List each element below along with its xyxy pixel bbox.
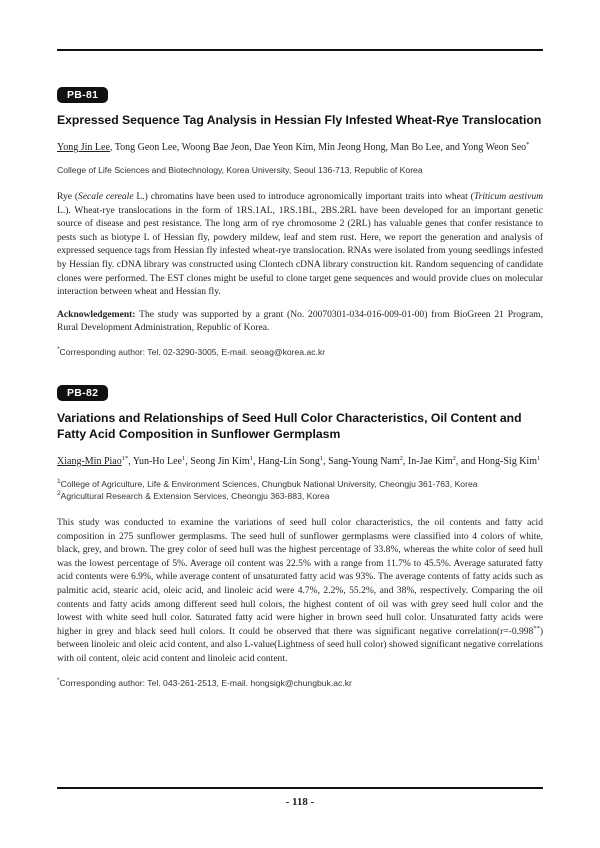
author-affiliation-mark: 2 (399, 455, 403, 462)
species-name: Secale cereale (78, 191, 134, 202)
abstract-title: Variations and Relationships of Seed Hull Color Characteristics, Oil Content and Fatty Acid Composition in Sunflower Germplasm (57, 411, 522, 441)
corresponding-author (57, 677, 543, 689)
author-affiliation-mark: 1 (536, 455, 541, 462)
author-mark: * (526, 141, 530, 148)
corresponding-mark: * (57, 345, 60, 353)
author-affiliation-mark: 1 (319, 455, 324, 462)
significance-mark: ** (533, 624, 540, 632)
author-name: , Sang-Young Nam (323, 456, 400, 467)
bottom-rule (57, 787, 543, 789)
abstract-pb-82 (57, 383, 543, 689)
affiliation-list (57, 478, 543, 502)
author-name: , In-Jae Kim (402, 456, 453, 467)
author-affiliation-mark: 1 (182, 455, 186, 462)
author-list (57, 141, 543, 155)
author-affiliation-mark: 1* (121, 455, 129, 462)
author-name: , and Hong-Sig Kim (455, 456, 537, 467)
corresponding-mark: * (57, 676, 60, 684)
acknowledgement-text: The study was supported by a grant (No. 20070301-034-016-009-01-00) from BioGreen 21 Program, Rural Development Administration, Republic of Korea. (57, 308, 543, 334)
page-number: - 118 - (285, 796, 315, 808)
affiliation-2 (57, 490, 543, 502)
presenting-author: Yong Jin Lee (57, 142, 110, 153)
acknowledgement (57, 308, 543, 335)
affiliation-mark: 2 (57, 490, 61, 497)
author-name: , Yun-Ho Lee (128, 456, 182, 467)
presenting-author: Xiang-Min Piao (57, 456, 122, 467)
corresponding-author-text: Corresponding author: Tel. 043-261-2513, E-mail. hongsigk@chungbuk.ac.kr (59, 677, 352, 688)
author-name: , Seong Jin Kim (185, 456, 250, 467)
body-text: Rye ( (57, 191, 79, 202)
body-text: ) between linoleic and oleic acid content, and also L-value(Lightness of seed hull color) showed significant negative correlations with oil content, oleic acid content and linoleic acid content. (57, 625, 543, 664)
co-authors: , Tong Geon Lee, Woong Bae Jeon, Dae Yeon Kim, Min Jeong Hong, Man Bo Lee, and Yong Weon Seo (109, 142, 527, 153)
body-text: L.) chromatins have been used to introduce agronomically important traits into wheat ( (133, 191, 474, 202)
affiliation-mark: 1 (57, 478, 61, 485)
abstract-title: Expressed Sequence Tag Analysis in Hessian Fly Infested Wheat-Rye Translocation (57, 113, 542, 127)
author-name: , Hang-Lin Song (252, 456, 320, 467)
abstract-pb-81 (57, 85, 543, 358)
affiliation-text: College of Agriculture, Life & Environment Sciences, Chungbuk National University, Cheongju 361-763, Korea (60, 479, 478, 489)
author-affiliation-mark: 2 (452, 455, 456, 462)
affiliation-1 (57, 478, 543, 490)
abstract-id-badge: PB-82 (57, 385, 108, 401)
author-affiliation-mark: 1 (249, 455, 253, 462)
author-list (57, 455, 543, 469)
abstract-body (57, 516, 543, 666)
affiliation-text: Agricultural Research & Extension Services, Cheongju 363-883, Korea (60, 491, 330, 501)
acknowledgement-label: Acknowledgement: (57, 308, 136, 320)
corresponding-author-text: Corresponding author: Tel. 02-3290-3005, E-mail. seoag@korea.ac.kr (59, 346, 326, 357)
species-name: Triticum aestivum (473, 191, 543, 202)
affiliation: College of Life Sciences and Biotechnology, Korea University, Seoul 136-713, Republic of Korea (57, 165, 423, 175)
abstract-body (57, 190, 543, 299)
abstract-id-badge: PB-81 (57, 87, 108, 103)
body-text: L.). Wheat-rye translocations in the form of 1RS.1AL, 1RS.1BL, 2BS.2RL have been developed for an important genetic source of disease and pest resistance. The long arm of rye chromosome 2 (2RL) has valuable genes that confer resistance to pests such as biotype L of Hessian fly, powdery mildew, leaf and stem rust. Here, we report the generation and analysis of expressed sequence tags from Hessian fly infested wheat-rye translocation. RNAs were isolated from young seedlings infested by Hessian fly. cDNA library was constructed using Clontech cDNA library construction kit. Random sequencing of candidate clones were performed. The EST clones might be useful to clone target gene sequences and would provide clues on molecular interaction between wheat and Hessian fly. (57, 204, 543, 298)
corresponding-author (57, 346, 543, 358)
body-text: This study was conducted to examine the variations of seed hull color characteristics, the oil contents and fatty acid composition in 275 sunflower germplasms. The seed hull of sunflower germplasms were classified into 4 colors of white, black, grey, and brown. The grey color of seed hull was the highest percentage of 33.8%, whereas the white color of seed hull was the lowest percentage of 5%. Average oil content was 22.5% with a range from 11.7% to 45.5%. Average saturated fatty acid contents were 6.9%, while average content of unsaturated fatty acid was 93%. The average contents of fatty acids such as palmitic acid, stearic acid, oleic acid, and linoleic acid were 4.7%, 2.2%, 55.2%, and 38%, respectively. Comparing the oil contents and fatty acids among different seed hull colors, the highest content of oil was with grey seed hull color and the lowest with white seed hull color. Saturated fatty acid were higher in brown seed hull color. Unsaturated fatty acids were higher in grey and black seed hull colors. It could be observed that there was significant negative correlation(r=-0.998 (57, 517, 543, 637)
top-rule (57, 49, 543, 51)
